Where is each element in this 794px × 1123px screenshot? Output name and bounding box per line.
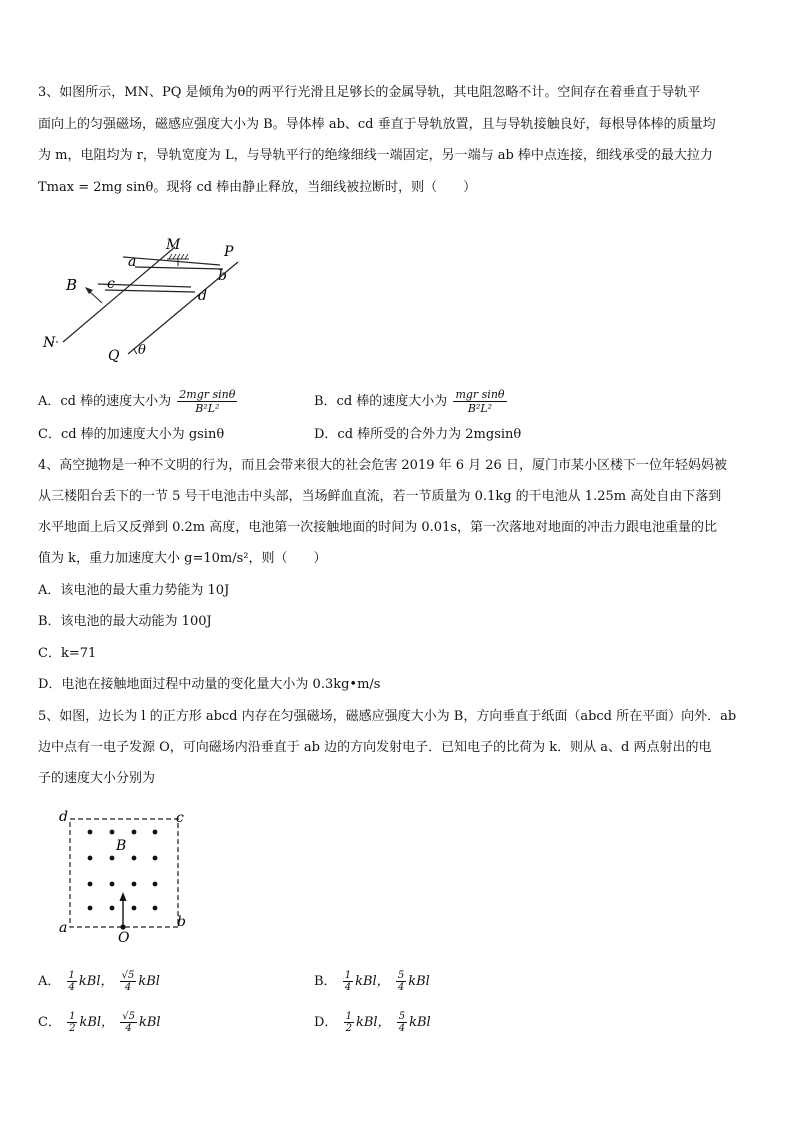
q5-option-b-fraction-2-den: 4 [397,982,405,993]
q3-label-B: B [66,276,78,294]
q5-stem-line-1: 5、如图，边长为 l 的正方形 abcd 内存在匀强磁场，磁感应强度大小为 B，方向垂直于纸面（abcd 所在平面）向外．ab [38,709,737,724]
q3-option-b-numerator: mgr sinθ [455,388,505,401]
q5-option-c[interactable] [38,1011,161,1034]
q5-square-field-figure [55,806,195,946]
q5-option-c-fraction-1 [67,1011,77,1034]
q5-option-d[interactable] [314,1011,431,1034]
q5-option-b-term-1: kBl， [355,974,390,989]
q5-label-d: d [59,809,68,825]
q5-option-b-fraction-2 [396,970,406,993]
q5-option-d-label: D． [314,1015,338,1030]
q3-label-b: b [218,268,227,284]
q5-option-c-fraction-1-den: 2 [69,1023,76,1034]
q5-option-c-fraction-2-den: 4 [125,1023,132,1034]
q5-option-d-fraction-1 [344,1011,354,1034]
q4-stem-line-1: 4、高空抛物是一种不文明的行为，而且会带来很大的社会危害 2019 年 6 月 26 日，厦门市某小区楼下一位年轻妈妈被 [38,458,727,473]
q3-option-a-denominator: B²L² [195,402,220,415]
q3-option-a-numerator: 2mgr sinθ [179,388,236,401]
q4-option-a[interactable]: A．该电池的最大重力势能为 10J [38,583,230,598]
q5-option-d-fraction-1-den: 2 [345,1023,352,1034]
q4-option-d[interactable]: D．电池在接触地面过程中动量的变化量大小为 0.3kg•m/s [38,677,381,692]
q3-stem-line-4: Tmax = 2mg sinθ。现将 cd 棒由静止释放，当细线被拉断时，则（ ） [38,180,477,195]
q5-option-c-fraction-2 [120,1011,137,1034]
q5-option-a-fraction-2 [120,970,137,993]
q3-option-b-denominator: B²L² [467,402,493,415]
q3-option-a[interactable] [38,388,239,415]
q5-option-c-term-2: kBl [138,1015,161,1030]
q3-stem-line-2: 面向上的匀强磁场，磁感应强度大小为 B。导体棒 ab、cd 垂直于导轨放置，且与导轨接触良好，每根导体棒的质量均 [38,117,716,132]
q5-option-c-label: C． [38,1015,61,1030]
q5-option-d-fraction-2-den: 4 [398,1023,406,1034]
q5-label-b: b [177,914,186,930]
q3-label-theta: θ [138,343,146,358]
q3-label-P: P [224,244,234,260]
q5-option-a-term-2: kBl [138,974,160,989]
q3-rail-figure [38,232,253,362]
q3-stem-line-1: 3、如图所示，MN、PQ 是倾角为θ的两平行光滑且足够长的金属导轨，其电阻忽略不计。空间存在着垂直于导轨平 [38,85,701,100]
q3-label-c: c [107,276,115,292]
q5-option-b-term-2: kBl [408,974,430,989]
q5-option-a-label: A． [38,974,61,989]
q4-option-b[interactable]: B．该电池的最大动能为 100J [38,614,212,629]
q5-option-b-fraction-1 [343,970,353,993]
q3-option-c[interactable]: C．cd 棒的加速度大小为 gsinθ [38,427,225,442]
q5-option-d-fraction-2-num: 5 [398,1011,406,1022]
q3-label-a: a [128,254,137,270]
q5-option-a-term-1: kBl， [78,974,114,989]
q5-option-a-fraction-1 [67,970,77,993]
q3-label-Q: Q [108,348,120,362]
q5-option-b[interactable] [314,970,430,993]
q4-option-c[interactable]: C．k=71 [38,646,97,661]
q5-option-c-term-1: kBl， [79,1015,115,1030]
q5-option-b-fraction-2-num: 5 [397,970,405,981]
q3-option-d[interactable]: D．cd 棒所受的合外力为 2mgsinθ [314,427,522,442]
q5-stem-line-3: 子的速度大小分别为 [38,771,156,786]
q5-option-d-fraction-1-num: 1 [345,1011,352,1022]
q4-stem-line-2: 从三楼阳台丢下的一节 5 号干电池击中头部，当场鲜血直流，若一节质量为 0.1kg 的干电池从 1.25m 高处自由下落到 [38,489,722,504]
q5-option-a[interactable] [38,970,160,993]
q5-option-b-fraction-1-den: 4 [344,982,352,993]
q3-stem-line-3: 为 m，电阻均为 r，导轨宽度为 L，与导轨平行的绝缘细线一端固定，另一端与 ab 棒中点连接，细线承受的最大拉力 [38,148,713,163]
q3-option-b-text: B．cd 棒的速度大小为 [314,394,448,409]
q3-option-b-fraction [453,388,506,415]
q5-option-a-fraction-1-den: 4 [68,982,75,993]
q3-label-d: d [198,288,207,304]
q5-stem-line-2: 边中点有一电子发源 O，可向磁场内沿垂直于 ab 边的方向发射电子．已知电子的比荷为 k．则从 a、d 两点射出的电 [38,740,712,755]
q5-label-O: O [118,930,130,946]
q5-option-d-fraction-2 [397,1011,407,1034]
q5-option-b-label: B． [314,974,337,989]
q3-option-a-fraction [177,388,237,415]
q5-option-a-fraction-2-den: 4 [124,982,132,993]
q3-label-M: M [166,237,181,253]
q5-option-c-fraction-2-num: √5 [122,1011,135,1022]
q4-stem-line-4: 值为 k，重力加速度大小 g=10m/s²，则（ ） [38,551,327,566]
q5-option-a-fraction-1-num: 1 [68,970,75,981]
q5-option-b-fraction-1-num: 1 [344,970,352,981]
q5-option-c-fraction-1-num: 1 [69,1011,76,1022]
q3-option-a-text: A．cd 棒的速度大小为 [38,394,172,409]
q3-label-N: N [43,335,56,351]
q5-label-B: B [116,838,127,854]
q5-option-a-fraction-2-num: √5 [121,970,135,981]
q5-option-d-term-1: kBl， [355,1015,391,1030]
q4-stem-line-3: 水平地面上后又反弹到 0.2m 高度，电池第一次接触地面的时间为 0.01s，第一次落地对地面的冲击力跟电池重量的比 [38,520,718,535]
q5-option-d-term-2: kBl [409,1015,431,1030]
q5-label-a: a [59,920,68,936]
q3-option-b[interactable] [314,388,509,415]
q5-label-c: c [176,810,184,826]
